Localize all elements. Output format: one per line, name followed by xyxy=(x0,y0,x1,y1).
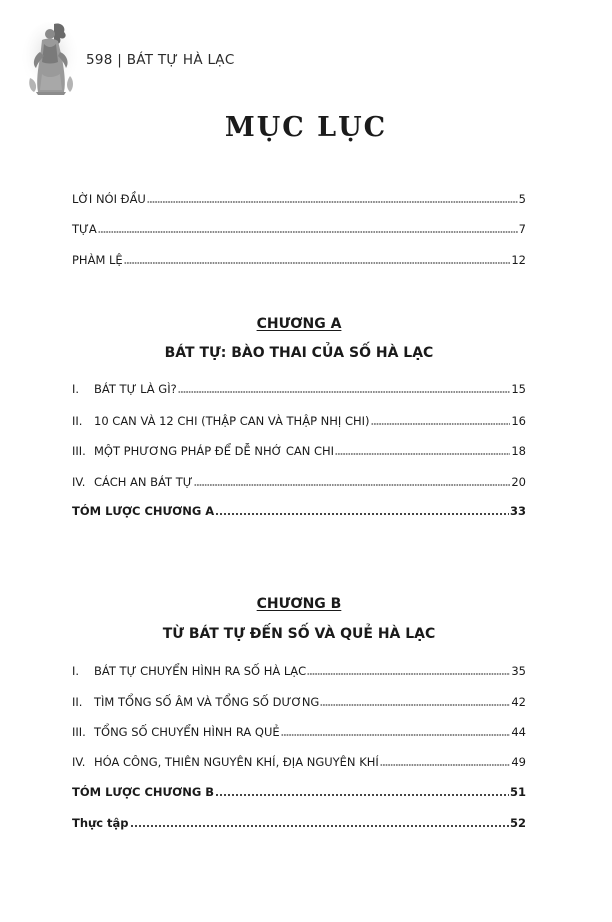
toc-entry-label: TÌM TỔNG SỐ ÂM VÀ TỔNG SỐ DƯƠNG xyxy=(94,695,320,709)
toc-entry-number: II. xyxy=(72,414,83,428)
toc-entry-page: 42 xyxy=(511,695,526,709)
toc-entry-label: LỜI NÓI ĐẦU xyxy=(72,192,146,206)
toc-entry-page: 15 xyxy=(511,382,526,396)
toc-entry-number: III. xyxy=(72,725,86,739)
toc-entry-label: HÓA CÔNG, THIÊN NGUYÊN KHÍ, ĐỊA NGUYÊN KHÍ xyxy=(94,755,379,769)
dot-leader xyxy=(320,703,510,707)
toc-entry-label: TỔNG SỐ CHUYỂN HÌNH RA QUẺ xyxy=(94,725,280,739)
toc-entry-loi-noi-dau[interactable] xyxy=(72,188,526,206)
dot-leader xyxy=(371,422,511,426)
dot-leader xyxy=(147,200,518,204)
toc-entry-label: BÁT TỰ CHUYỂN HÌNH RA SỐ HÀ LẠC xyxy=(94,664,307,678)
toc-entry-number: I. xyxy=(72,382,80,396)
toc-entry-page: 12 xyxy=(511,253,526,267)
chapter-a-subtitle: BÁT TỰ: BÀO THAI CỦA SỐ HÀ LẠC xyxy=(164,345,434,361)
toc-entry-number: IV. xyxy=(72,475,86,489)
toc-entry-page: 18 xyxy=(511,444,526,458)
toc-entry-summary-a[interactable] xyxy=(72,500,526,518)
toc-entry-a-4[interactable] xyxy=(72,471,526,489)
dot-leader xyxy=(307,672,510,676)
toc-entry-tua[interactable] xyxy=(72,218,526,236)
toc-entry-page: 16 xyxy=(511,414,526,428)
toc-entry-label: TỰA xyxy=(72,222,97,236)
toc-entry-a-3[interactable] xyxy=(72,440,526,458)
toc-entry-b-3[interactable] xyxy=(72,721,526,739)
toc-entry-number: III. xyxy=(72,444,86,458)
chapter-a-heading[interactable]: CHƯƠNG A xyxy=(256,316,342,332)
toc-entry-label: MỘT PHƯƠNG PHÁP ĐỂ DỄ NHỚ CAN CHI xyxy=(94,444,335,458)
toc-entry-label: PHÀM LỆ xyxy=(72,253,123,267)
toc-entry-number: II. xyxy=(72,695,83,709)
toc-entry-label: TÓM LƯỢC CHƯƠNG A xyxy=(72,504,215,518)
toc-entry-pham-le[interactable] xyxy=(72,249,526,267)
toc-entry-page: 5 xyxy=(518,192,526,206)
toc-entry-b-1[interactable] xyxy=(72,660,526,678)
toc-entry-summary-b[interactable] xyxy=(72,781,526,799)
chapter-b-heading[interactable]: CHƯƠNG B xyxy=(256,596,342,612)
dot-leader xyxy=(194,483,511,487)
dot-leader xyxy=(215,512,509,516)
running-head: 598 | BÁT TỰ HÀ LẠC xyxy=(86,52,235,68)
toc-entry-practice[interactable] xyxy=(72,812,526,830)
toc-entry-page: 35 xyxy=(511,664,526,678)
toc-entry-page: 20 xyxy=(511,475,526,489)
toc-entry-page: 49 xyxy=(511,755,526,769)
toc-entry-a-1[interactable] xyxy=(72,378,526,396)
table-of-contents xyxy=(72,0,526,922)
toc-entry-number: I. xyxy=(72,664,80,678)
toc-entry-number: IV. xyxy=(72,755,86,769)
toc-entry-label: Thực tập xyxy=(72,816,129,830)
toc-entry-page: 44 xyxy=(511,725,526,739)
dot-leader xyxy=(178,390,511,394)
toc-entry-page: 7 xyxy=(518,222,526,236)
chapter-b-subtitle: TỪ BÁT TỰ ĐẾN SỐ VÀ QUẺ HÀ LẠC xyxy=(162,626,436,642)
toc-entry-page: 52 xyxy=(509,816,526,830)
dot-leader xyxy=(124,261,511,265)
page-title: MỤC LỤC xyxy=(224,112,388,143)
toc-entry-label: BÁT TỰ LÀ GÌ? xyxy=(94,382,177,396)
dot-leader xyxy=(380,763,511,767)
toc-entry-b-4[interactable] xyxy=(72,751,526,769)
toc-entry-label: CÁCH AN BÁT TỰ xyxy=(94,475,193,489)
toc-entry-label: 10 CAN VÀ 12 CHI (THẬP CAN VÀ THẬP NHỊ CHI) xyxy=(94,414,370,428)
dot-leader xyxy=(98,230,518,234)
dot-leader xyxy=(130,824,509,828)
dot-leader xyxy=(335,452,510,456)
toc-entry-page: 33 xyxy=(509,504,526,518)
toc-entry-b-2[interactable] xyxy=(72,691,526,709)
toc-entry-a-2[interactable] xyxy=(72,410,526,428)
dot-leader xyxy=(215,793,509,797)
dot-leader xyxy=(281,733,511,737)
toc-entry-label: TÓM LƯỢC CHƯƠNG B xyxy=(72,785,215,799)
toc-entry-page: 51 xyxy=(509,785,526,799)
